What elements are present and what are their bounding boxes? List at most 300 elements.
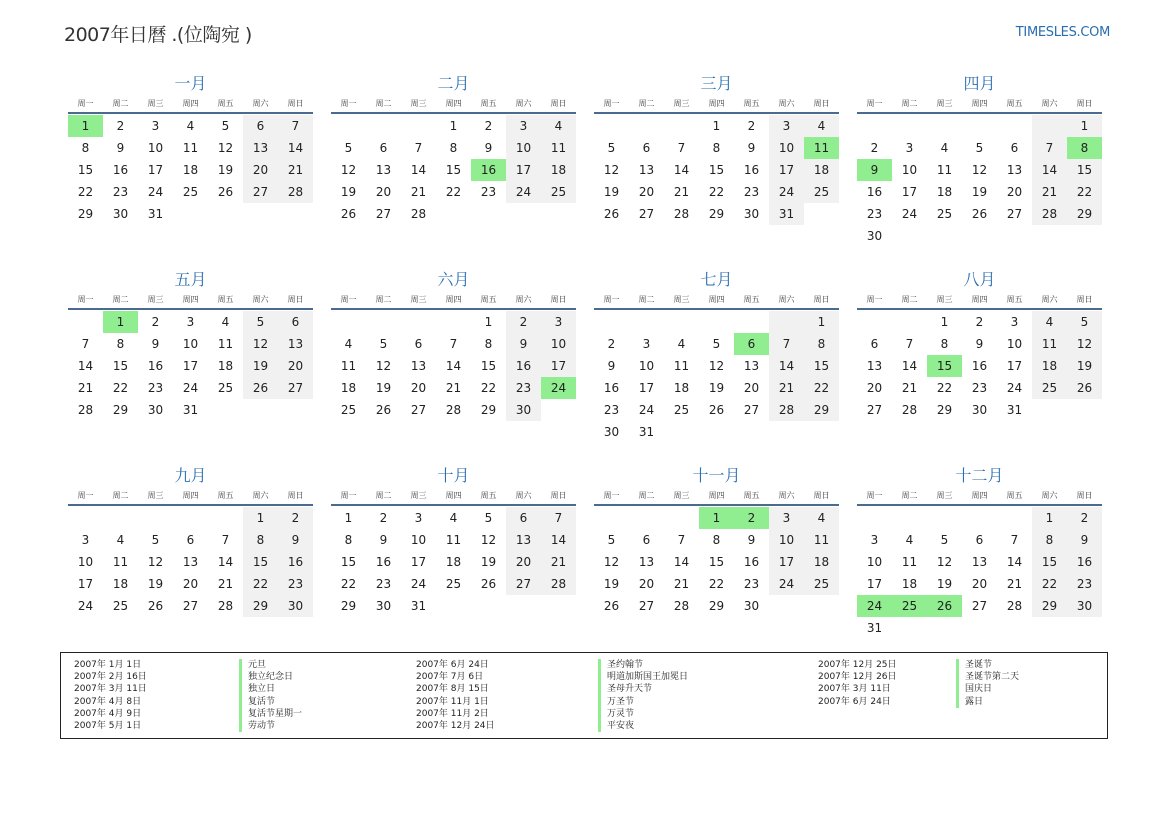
day-cell: 26 [340, 207, 357, 221]
day-cell: 21 [901, 381, 918, 395]
weekday-header [857, 95, 1102, 114]
day-cell: 27 [638, 599, 655, 613]
day-cell: 8 [344, 533, 353, 547]
day-cell: 27 [410, 403, 427, 417]
holiday-date: 2007年 12月 25日 [818, 660, 897, 670]
day-cell: 26 [708, 403, 725, 417]
calendar-grid [68, 73, 1101, 661]
holiday-list [60, 652, 1108, 739]
holiday-names-column [956, 659, 1019, 708]
day-cell: 8 [712, 533, 721, 547]
day-cell: 19 [936, 577, 953, 591]
empty-day-cell [734, 311, 769, 333]
holiday-name: 露日 [956, 696, 1019, 708]
day-cell: 6 [870, 337, 879, 351]
month-days [857, 115, 1102, 247]
weekday-label: 周三 [673, 99, 690, 108]
weekday-label: 周六 [1041, 491, 1058, 500]
weekday-header [857, 487, 1102, 506]
day-cell: 22 [708, 577, 725, 591]
month-calendar [68, 465, 313, 661]
empty-day-cell [331, 115, 366, 137]
month-name: 一月 [174, 74, 207, 93]
day-cell: 13 [506, 529, 541, 551]
day-cell: 31 [866, 621, 883, 635]
weekday-label: 周六 [252, 99, 269, 108]
empty-day-cell [629, 115, 664, 137]
day-cell: 10 [769, 137, 804, 159]
month-name: 十月 [437, 466, 470, 485]
holiday-name: 独立日 [239, 683, 302, 695]
weekday-label: 周六 [778, 295, 795, 304]
day-cell: 14 [1006, 555, 1023, 569]
day-cell: 31 [1006, 403, 1023, 417]
weekday-label: 周一 [866, 295, 883, 304]
day-cell: 10 [638, 359, 655, 373]
day-cell: 11 [541, 137, 576, 159]
day-cell: 24 [901, 207, 918, 221]
weekday-label: 周六 [252, 295, 269, 304]
day-cell: 4 [804, 507, 839, 529]
day-cell: 16 [147, 359, 164, 373]
day-cell: 14 [445, 359, 462, 373]
empty-day-cell [594, 311, 629, 333]
month-name: 十二月 [955, 466, 1004, 485]
day-cell: 5 [975, 141, 984, 155]
day-cell: 14 [1032, 159, 1067, 181]
holiday-dates-column [416, 659, 495, 732]
empty-day-cell [594, 115, 629, 137]
day-cell: 20 [243, 159, 278, 181]
empty-day-cell [103, 507, 138, 529]
day-cell: 5 [243, 311, 278, 333]
day-cell: 21 [1032, 181, 1067, 203]
empty-day-cell [664, 311, 699, 333]
weekday-label: 周三 [410, 99, 427, 108]
day-cell: 1 [940, 315, 949, 329]
month-name: 六月 [437, 270, 470, 289]
day-cell: 29 [708, 599, 725, 613]
weekday-label: 周五 [1006, 295, 1023, 304]
day-cell: 17 [77, 577, 94, 591]
day-cell: 28 [541, 573, 576, 595]
day-cell: 23 [375, 577, 392, 591]
day-cell: 13 [278, 333, 313, 355]
day-cell: 23 [480, 185, 497, 199]
empty-day-cell [857, 115, 892, 137]
day-cell: 20 [1006, 185, 1023, 199]
day-cell: 5 [607, 533, 616, 547]
weekday-label: 周三 [147, 491, 164, 500]
month-calendar [857, 465, 1102, 661]
day-cell: 14 [673, 555, 690, 569]
day-cell: 25 [217, 381, 234, 395]
day-cell: 5 [1067, 311, 1102, 333]
day-cell: 23 [506, 377, 541, 399]
weekday-label: 周五 [217, 295, 234, 304]
day-cell: 7 [677, 533, 686, 547]
empty-day-cell [208, 507, 243, 529]
day-cell: 16 [743, 555, 760, 569]
holiday-date: 2007年 5月 1日 [74, 720, 142, 731]
day-cell: 14 [673, 163, 690, 177]
weekday-label: 周日 [1076, 99, 1093, 108]
day-cell: 24 [769, 181, 804, 203]
day-cell: 3 [186, 315, 195, 329]
weekday-label: 周三 [410, 295, 427, 304]
weekday-header [68, 95, 313, 114]
day-cell: 14 [77, 359, 94, 373]
day-cell: 5 [712, 337, 721, 351]
day-cell: 17 [506, 159, 541, 181]
day-cell: 2 [278, 507, 313, 529]
day-cell: 12 [340, 163, 357, 177]
day-cell: 3 [151, 119, 160, 133]
month-days [68, 507, 313, 617]
day-cell: 20 [743, 381, 760, 395]
month-calendar [594, 269, 839, 465]
holiday-names-column [239, 659, 302, 732]
day-cell: 31 [147, 207, 164, 221]
day-cell: 25 [1032, 377, 1067, 399]
day-cell: 4 [804, 115, 839, 137]
day-cell: 18 [445, 555, 462, 569]
day-cell: 17 [638, 381, 655, 395]
day-cell: 24 [769, 573, 804, 595]
day-cell: 16 [603, 381, 620, 395]
day-cell: 23 [866, 207, 883, 221]
day-cell: 26 [603, 207, 620, 221]
weekday-label: 周二 [112, 491, 129, 500]
page-title: 2007年日曆 .(位陶宛 ) [64, 24, 252, 46]
day-cell: 23 [743, 185, 760, 199]
weekday-label: 周四 [182, 99, 199, 108]
day-cell: 14 [901, 359, 918, 373]
day-cell: 25 [340, 403, 357, 417]
day-cell: 22 [1032, 573, 1067, 595]
day-cell: 24 [182, 381, 199, 395]
month-days [331, 115, 576, 225]
holiday-day-cell: 8 [1067, 137, 1102, 159]
holiday-day-cell: 1 [68, 115, 103, 137]
day-cell: 20 [866, 381, 883, 395]
day-cell: 2 [607, 337, 616, 351]
day-cell: 21 [541, 551, 576, 573]
day-cell: 13 [638, 163, 655, 177]
day-cell: 16 [743, 163, 760, 177]
day-cell: 11 [673, 359, 690, 373]
day-cell: 30 [743, 207, 760, 221]
day-cell: 4 [116, 533, 125, 547]
day-cell: 3 [506, 115, 541, 137]
holiday-date: 2007年 3月 11日 [818, 684, 891, 695]
month-name: 二月 [437, 74, 470, 93]
day-cell: 17 [769, 551, 804, 573]
weekday-label: 周四 [445, 295, 462, 304]
day-cell: 9 [1067, 529, 1102, 551]
weekday-header [857, 291, 1102, 310]
day-cell: 4 [940, 141, 949, 155]
holiday-day-cell: 16 [471, 159, 506, 181]
weekday-label: 周三 [673, 295, 690, 304]
day-cell: 6 [379, 141, 388, 155]
day-cell: 22 [112, 381, 129, 395]
day-cell: 25 [936, 207, 953, 221]
weekday-label: 周二 [375, 295, 392, 304]
weekday-label: 周一 [77, 99, 94, 108]
day-cell: 5 [940, 533, 949, 547]
day-cell: 3 [870, 533, 879, 547]
day-cell: 17 [410, 555, 427, 569]
day-cell: 18 [804, 551, 839, 573]
holiday-date: 2007年 12月 24日 [416, 720, 495, 731]
weekday-label: 周日 [1076, 295, 1093, 304]
day-cell: 5 [344, 141, 353, 155]
day-cell: 25 [673, 403, 690, 417]
month-days [594, 311, 839, 443]
weekday-label: 周二 [901, 99, 918, 108]
weekday-label: 周四 [971, 99, 988, 108]
day-cell: 12 [147, 555, 164, 569]
day-cell: 8 [804, 333, 839, 355]
weekday-label: 周日 [550, 99, 567, 108]
day-cell: 19 [603, 577, 620, 591]
day-cell: 1 [484, 315, 493, 329]
day-cell: 15 [1032, 551, 1067, 573]
day-cell: 27 [638, 207, 655, 221]
day-cell: 20 [278, 355, 313, 377]
day-cell: 8 [940, 337, 949, 351]
day-cell: 20 [638, 185, 655, 199]
day-cell: 11 [936, 163, 953, 177]
day-cell: 29 [340, 599, 357, 613]
day-cell: 27 [182, 599, 199, 613]
day-cell: 11 [217, 337, 234, 351]
day-cell: 17 [769, 159, 804, 181]
holiday-day-cell: 24 [857, 595, 892, 617]
day-cell: 9 [975, 337, 984, 351]
weekday-header [594, 291, 839, 310]
empty-day-cell [68, 311, 103, 333]
holiday-day-cell: 6 [734, 333, 769, 355]
weekday-label: 周六 [1041, 295, 1058, 304]
weekday-label: 周二 [375, 491, 392, 500]
weekday-label: 周五 [743, 99, 760, 108]
day-cell: 23 [603, 403, 620, 417]
day-cell: 24 [638, 403, 655, 417]
weekday-label: 周四 [971, 295, 988, 304]
empty-day-cell [436, 311, 471, 333]
day-cell: 12 [971, 163, 988, 177]
day-cell: 14 [410, 163, 427, 177]
day-cell: 1 [1067, 115, 1102, 137]
day-cell: 21 [278, 159, 313, 181]
empty-day-cell [769, 311, 804, 333]
day-cell: 30 [866, 229, 883, 243]
day-cell: 12 [1067, 333, 1102, 355]
day-cell: 26 [147, 599, 164, 613]
day-cell: 12 [603, 163, 620, 177]
weekday-label: 周二 [901, 295, 918, 304]
day-cell: 15 [243, 551, 278, 573]
holiday-date: 2007年 11月 2日 [416, 708, 489, 719]
day-cell: 29 [112, 403, 129, 417]
day-cell: 13 [243, 137, 278, 159]
weekday-label: 周日 [287, 99, 304, 108]
weekday-label: 周六 [778, 491, 795, 500]
day-cell: 28 [1032, 203, 1067, 225]
day-cell: 25 [804, 573, 839, 595]
day-cell: 21 [217, 577, 234, 591]
day-cell: 9 [116, 141, 125, 155]
day-cell: 2 [747, 119, 756, 133]
weekday-label: 周五 [743, 295, 760, 304]
day-cell: 12 [243, 333, 278, 355]
empty-day-cell [927, 115, 962, 137]
day-cell: 3 [541, 311, 576, 333]
weekday-label: 周日 [813, 295, 830, 304]
day-cell: 10 [769, 529, 804, 551]
holiday-date: 2007年 3月 11日 [74, 684, 147, 695]
holiday-date: 2007年 6月 24日 [818, 696, 891, 707]
holiday-name: 明道加斯国王加冕日 [598, 671, 688, 683]
day-cell: 21 [445, 381, 462, 395]
day-cell: 19 [1067, 355, 1102, 377]
day-cell: 19 [243, 355, 278, 377]
day-cell: 7 [1010, 533, 1019, 547]
holiday-day-cell: 25 [892, 595, 927, 617]
day-cell: 20 [971, 577, 988, 591]
day-cell: 15 [1067, 159, 1102, 181]
weekday-label: 周五 [217, 99, 234, 108]
month-calendar [68, 73, 313, 269]
day-cell: 30 [147, 403, 164, 417]
day-cell: 29 [936, 403, 953, 417]
day-cell: 17 [1006, 359, 1023, 373]
day-cell: 15 [77, 163, 94, 177]
day-cell: 18 [112, 577, 129, 591]
day-cell: 6 [243, 115, 278, 137]
holiday-name: 万圣节 [598, 696, 688, 708]
day-cell: 7 [81, 337, 90, 351]
day-cell: 28 [901, 403, 918, 417]
day-cell: 12 [603, 555, 620, 569]
weekday-label: 周一 [603, 295, 620, 304]
day-cell: 26 [375, 403, 392, 417]
weekday-label: 周三 [147, 99, 164, 108]
day-cell: 2 [870, 141, 879, 155]
day-cell: 20 [506, 551, 541, 573]
holiday-name: 圣约翰节 [598, 659, 688, 671]
day-cell: 19 [340, 185, 357, 199]
day-cell: 23 [112, 185, 129, 199]
day-cell: 22 [1067, 181, 1102, 203]
day-cell: 10 [541, 333, 576, 355]
weekday-label: 周六 [515, 99, 532, 108]
day-cell: 16 [375, 555, 392, 569]
day-cell: 19 [375, 381, 392, 395]
weekday-label: 周日 [287, 491, 304, 500]
weekday-label: 周六 [515, 295, 532, 304]
day-cell: 25 [112, 599, 129, 613]
holiday-name: 复活节星期一 [239, 708, 302, 720]
day-cell: 2 [1067, 507, 1102, 529]
day-cell: 11 [112, 555, 129, 569]
day-cell: 26 [217, 185, 234, 199]
weekday-label: 周一 [603, 491, 620, 500]
empty-day-cell [857, 311, 892, 333]
day-cell: 14 [769, 355, 804, 377]
day-cell: 3 [642, 337, 651, 351]
day-cell: 30 [1067, 595, 1102, 617]
day-cell: 26 [1067, 377, 1102, 399]
day-cell: 18 [673, 381, 690, 395]
day-cell: 11 [445, 533, 462, 547]
holiday-date: 2007年 4月 9日 [74, 708, 142, 719]
day-cell: 15 [708, 555, 725, 569]
month-days [594, 507, 839, 617]
month-days [857, 311, 1102, 421]
day-cell: 19 [708, 381, 725, 395]
day-cell: 4 [541, 115, 576, 137]
day-cell: 18 [541, 159, 576, 181]
day-cell: 19 [147, 577, 164, 591]
day-cell: 8 [1032, 529, 1067, 551]
day-cell: 6 [278, 311, 313, 333]
day-cell: 26 [971, 207, 988, 221]
day-cell: 28 [445, 403, 462, 417]
weekday-label: 周一 [77, 491, 94, 500]
day-cell: 10 [77, 555, 94, 569]
day-cell: 2 [116, 119, 125, 133]
day-cell: 3 [769, 507, 804, 529]
empty-day-cell [962, 507, 997, 529]
weekday-label: 周六 [515, 491, 532, 500]
day-cell: 18 [936, 185, 953, 199]
holiday-day-cell: 1 [103, 311, 138, 333]
weekday-label: 周四 [445, 99, 462, 108]
day-cell: 27 [375, 207, 392, 221]
day-cell: 28 [673, 207, 690, 221]
day-cell: 9 [278, 529, 313, 551]
empty-day-cell [138, 507, 173, 529]
weekday-label: 周二 [375, 99, 392, 108]
day-cell: 18 [182, 163, 199, 177]
day-cell: 29 [1067, 203, 1102, 225]
month-name: 七月 [700, 270, 733, 289]
holiday-name: 复活节 [239, 696, 302, 708]
weekday-label: 周三 [410, 491, 427, 500]
day-cell: 17 [901, 185, 918, 199]
day-cell: 13 [743, 359, 760, 373]
holiday-dates-column [74, 659, 147, 732]
day-cell: 27 [1006, 207, 1023, 221]
weekday-header [594, 487, 839, 506]
holiday-day-cell: 26 [927, 595, 962, 617]
day-cell: 6 [186, 533, 195, 547]
empty-day-cell [629, 311, 664, 333]
day-cell: 20 [410, 381, 427, 395]
month-calendar [857, 269, 1102, 465]
weekday-label: 周六 [778, 99, 795, 108]
empty-day-cell [629, 507, 664, 529]
day-cell: 4 [344, 337, 353, 351]
weekday-label: 周四 [708, 295, 725, 304]
weekday-label: 周日 [550, 491, 567, 500]
holiday-names-column [598, 659, 688, 732]
day-cell: 21 [673, 577, 690, 591]
site-link[interactable]: TIMESLES.COM [1015, 25, 1110, 40]
